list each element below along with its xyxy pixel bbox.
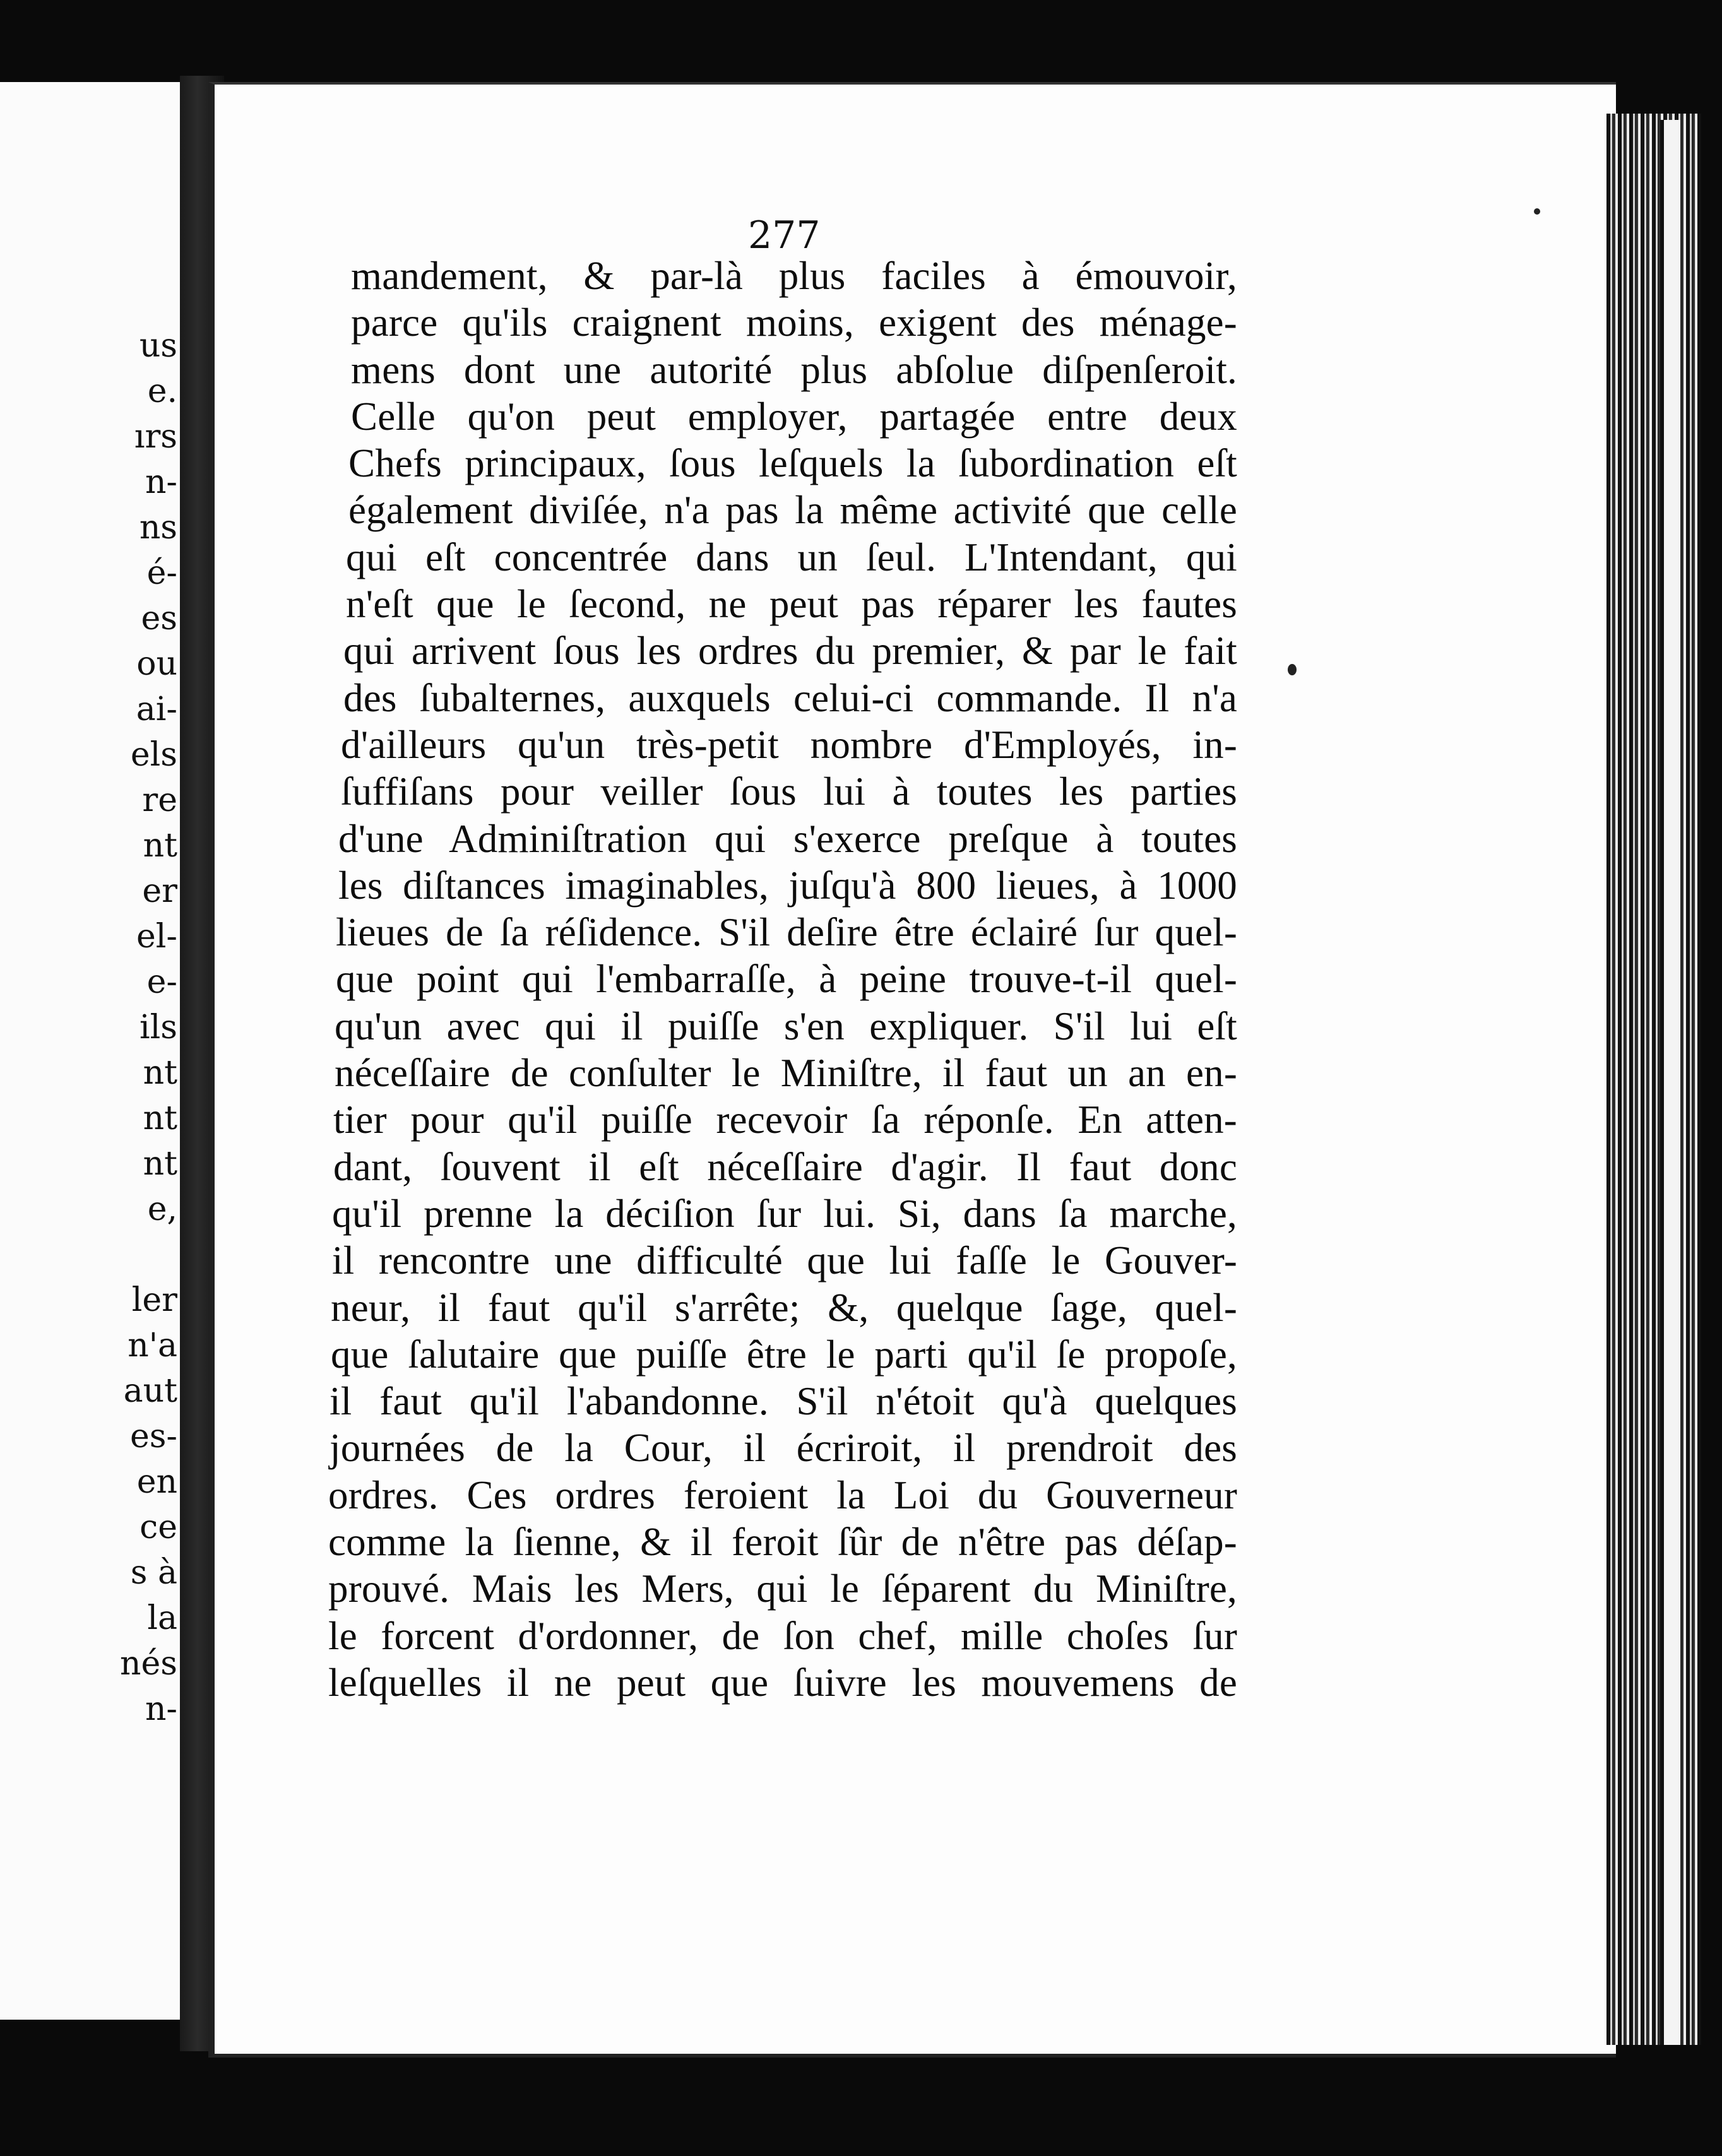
- text-line: tier pour qu'il puiſſe recevoir ſa réponſe. En atten-: [333, 1098, 1237, 1142]
- previous-line-fragment: nt: [143, 1054, 177, 1092]
- previous-line-fragment: aut: [123, 1372, 177, 1410]
- previous-line-fragment: nt: [143, 1145, 177, 1183]
- previous-line-fragment: e-: [146, 963, 177, 1001]
- text-line: Celle qu'on peut employer, partagée entre deux: [351, 394, 1237, 439]
- page-edge-highlight: [1660, 120, 1680, 2045]
- page-body-text: [328, 252, 1237, 1706]
- previous-line-fragment: é-: [146, 554, 177, 592]
- text-line: le forcent d'ordonner, de ſon chef, mille choſes ſur: [328, 1613, 1237, 1658]
- text-line: ſuffiſans pour veiller ſous lui à toutes les parties: [341, 769, 1237, 814]
- previous-line-fragment: n'a: [128, 1327, 177, 1365]
- text-line: qu'il prenne la déciſion ſur lui. Si, dans ſa marche,: [332, 1191, 1237, 1236]
- text-line: leſquelles il ne peut que ſuivre les mouvemens de: [328, 1660, 1237, 1705]
- previous-line-fragment: n-: [145, 1690, 177, 1728]
- previous-line-fragment: n-: [145, 463, 177, 501]
- text-line: mandement, & par-là plus faciles à émouvoir,: [351, 254, 1237, 298]
- previous-line-fragment: ils: [140, 1009, 177, 1046]
- page-edges: [1606, 114, 1701, 2045]
- text-line: mens dont une autorité plus abſolue diſpenſeroit.: [351, 347, 1237, 392]
- previous-line-fragment: la: [147, 1599, 177, 1637]
- text-line: Chefs principaux, ſous leſquels la ſubordination eſt: [348, 441, 1237, 486]
- text-line: que ſalutaire que puiſſe être le parti qu'il ſe propoſe,: [331, 1332, 1237, 1377]
- previous-line-fragment: ai-: [136, 690, 177, 728]
- previous-line-fragment: ırs: [134, 418, 177, 456]
- text-line: que point qui l'embarraſſe, à peine trouve-t-il quel-: [336, 957, 1237, 1002]
- previous-line-fragment: e.: [147, 372, 177, 410]
- text-line: qui eſt concentrée dans un ſeul. L'Intendant, qui: [346, 535, 1237, 579]
- previous-line-fragment: es-: [129, 1418, 177, 1455]
- text-line: néceſſaire de conſulter le Miniſtre, il faut un an en-: [335, 1051, 1237, 1096]
- previous-line-fragment: ler: [131, 1281, 177, 1319]
- text-line: journées de la Cour, il écriroit, il prendroit des: [330, 1426, 1237, 1471]
- previous-line-fragment: ns: [139, 509, 177, 547]
- text-line: des ſubalternes, auxquels celui-ci commande. Il n'a: [343, 675, 1237, 720]
- previous-page-fragment: [0, 82, 182, 2020]
- previous-line-fragment: ou: [136, 645, 177, 683]
- previous-line-fragment: en: [136, 1463, 177, 1501]
- paper-speck: [1288, 664, 1297, 675]
- text-line: les diſtances imaginables, juſqu'à 800 lieues, à 1000: [338, 863, 1237, 908]
- previous-line-fragment: ce: [140, 1508, 177, 1546]
- text-line: dant, ſouvent il eſt néceſſaire d'agir. Il faut donc: [333, 1144, 1237, 1189]
- text-line: lieues de ſa réſidence. S'il deſire être éclairé ſur quel-: [336, 910, 1237, 955]
- text-line: neur, il faut qu'il s'arrête; &, quelque ſage, quel-: [331, 1285, 1237, 1330]
- previous-line-fragment: nés: [120, 1645, 177, 1683]
- text-line: également diviſée, n'a pas la même activité que celle: [348, 488, 1237, 533]
- text-line: prouvé. Mais les Mers, qui le ſéparent du Miniſtre,: [328, 1567, 1237, 1611]
- text-line: parce qu'ils craignent moins, exigent des ménage-: [351, 300, 1237, 345]
- previous-line-fragment: els: [130, 736, 177, 774]
- text-line: n'eſt que le ſecond, ne peut pas réparer les fautes: [346, 582, 1237, 627]
- text-line: qu'un avec qui il puiſſe s'en expliquer. S'il lui eſt: [335, 1004, 1237, 1048]
- previous-line-fragment: es: [141, 600, 177, 637]
- previous-line-fragment: nt: [143, 827, 177, 865]
- text-line: il faut qu'il l'abandonne. S'il n'étoit qu'à quelques: [330, 1379, 1237, 1424]
- previous-line-fragment: el-: [136, 918, 177, 956]
- previous-line-fragment: er: [142, 872, 177, 910]
- text-line: qui arrivent ſous les ordres du premier, & par le fait: [343, 629, 1237, 673]
- text-line: comme la ſienne, & il feroit ſûr de n'être pas déſap-: [328, 1520, 1237, 1565]
- previous-line-fragment: re: [142, 781, 177, 819]
- text-line: ordres. Ces ordres feroient la Loi du Gouverneur: [328, 1472, 1237, 1517]
- text-line: d'une Adminiſtration qui s'exerce preſque à toutes: [338, 816, 1237, 861]
- text-line: d'ailleurs qu'un très-petit nombre d'Employés, in-: [341, 722, 1237, 767]
- paper-speck: [1534, 208, 1540, 215]
- page-number: 277: [748, 213, 821, 258]
- previous-line-fragment: e,: [147, 1190, 177, 1228]
- previous-line-fragment: s à: [130, 1554, 177, 1592]
- text-line: il rencontre une difficulté que lui faſſe le Gouver-: [332, 1238, 1237, 1283]
- previous-line-fragment: nt: [143, 1099, 177, 1137]
- previous-line-fragment: us: [139, 327, 177, 365]
